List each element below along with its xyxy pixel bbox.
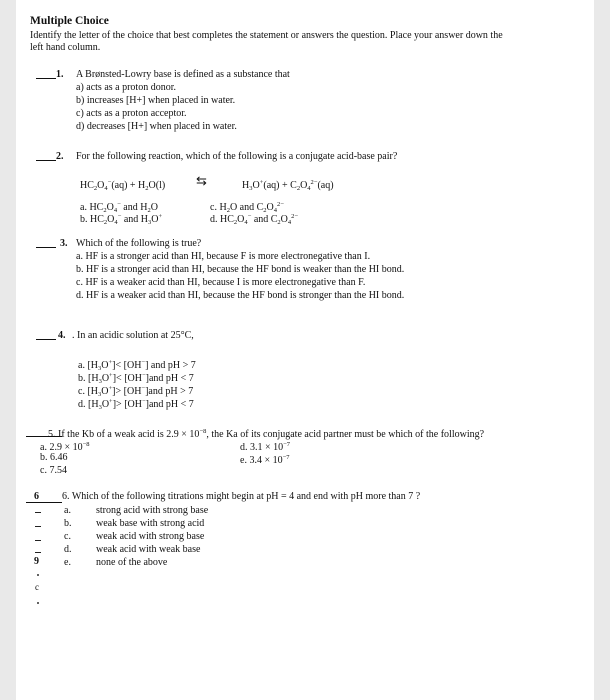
question-5-option-b: b. 6.46 <box>40 452 68 463</box>
answer-blank-3[interactable] <box>36 247 56 248</box>
question-6-letter-a: a. <box>64 505 71 516</box>
question-6-option-a: strong acid with strong base <box>96 505 209 516</box>
question-6-option-e: none of the above <box>96 557 168 568</box>
instructions-line-2: left hand column. <box>30 42 101 53</box>
reaction-products: $H_3O^+(aq) + C_2O_4^{2-}(aq)$ <box>242 179 334 192</box>
question-1-stem: A Brønsted-Lowry base is defined as a substance that <box>76 69 290 80</box>
question-6-stem: 6. Which of the following titrations might begin at pH = 4 and end with pH more than 7 ? <box>62 491 421 502</box>
question-4-option-d: d. $[H_3O^+]> [OH^-]and$ pH < 7 <box>78 398 194 411</box>
margin-dash <box>35 552 41 553</box>
question-2-option-b: b. $HC_2O_4^-$ and $H_3O^+$ <box>80 213 163 226</box>
question-4-option-b: b. $[H_3O^+]< [OH^-]and$ pH < 7 <box>78 372 194 385</box>
section-title: Multiple Choice <box>30 15 109 27</box>
margin-dash <box>35 512 41 513</box>
question-6-option-b: weak base with strong acid <box>96 518 205 529</box>
answer-blank-6[interactable] <box>26 502 62 503</box>
question-1-option-b: b) increases [H+] when placed in water. <box>76 95 236 106</box>
margin-dot <box>37 602 39 604</box>
question-2-option-d: d. $HC_2O_4^-$ and $C_2O_4^{2-}$ <box>210 213 299 226</box>
answer-blank-1[interactable] <box>36 78 56 79</box>
margin-dash <box>35 540 41 541</box>
question-4-stem: . In an acidic solution at 25°C, <box>72 330 194 341</box>
question-6-letter-e: e. <box>64 557 71 568</box>
question-4-option-c: c. $[H_3O^+]> [OH^-]and$ pH > 7 <box>78 385 194 398</box>
worksheet-page <box>16 0 594 700</box>
question-6-letter-b: b. <box>64 518 72 529</box>
question-3-option-b: b. HF is a stronger acid than HI, because the HF bond is weaker than the HI bond. <box>76 264 405 275</box>
margin-dash <box>35 526 41 527</box>
question-1-option-a: a) acts as a proton donor. <box>76 82 176 93</box>
question-5-option-d: d. $3.1 \times 10^{-7}$ <box>240 441 291 453</box>
question-3-stem: Which of the following is true? <box>76 238 202 249</box>
question-3-option-a: a. HF is a stronger acid than HI, because F is more electronegative than I. <box>76 251 371 262</box>
margin-mark-nine: 9 <box>34 556 39 567</box>
question-6-letter-c: c. <box>64 531 71 542</box>
question-4-option-a: a. $[H_3O^+]< [OH^-]$ and pH > 7 <box>78 359 196 372</box>
question-4-number: 4. <box>58 330 66 341</box>
reaction-reactants: $HC_2O_4^-(aq) + H_2O(l)$ <box>80 179 166 192</box>
answer-blank-2[interactable] <box>36 160 56 161</box>
question-2-number: 2. <box>56 151 64 162</box>
question-2-option-a: a. $HC_2O_4^-$ and $H_2O$ <box>80 201 158 214</box>
question-3-number: 3. <box>60 238 68 249</box>
margin-dot <box>37 574 39 576</box>
question-1-number: 1. <box>56 69 64 80</box>
question-2-stem: For the following reaction, which of the following is a conjugate acid-base pair? <box>76 151 398 162</box>
question-6-answer: 6 <box>34 491 39 502</box>
question-3-option-d: d. HF is a weaker acid than HI, because the HF bond is stronger than the HI bond. <box>76 290 405 301</box>
question-3-option-c: c. HF is a weaker acid than HI, because I is more electronegative than F. <box>76 277 366 288</box>
question-6-option-d: weak acid with weak base <box>96 544 201 555</box>
answer-blank-4[interactable] <box>36 339 56 340</box>
question-2-option-c: c. $H_2O$ and $C_2O_4^{2-}$ <box>210 201 284 214</box>
question-5-option-c: c. 7.54 <box>40 465 67 476</box>
question-5-stem: 5. If the Kb of a weak acid is $2.9 \times 10^{-8}$, the Ka of its conjugate acid partner must be which of the following? <box>48 428 485 440</box>
question-5-option-a: a. $2.9 \times 10^{-8}$ <box>40 441 90 453</box>
question-1-option-d: d) decreases [H+] when placed in water. <box>76 121 237 132</box>
question-6-option-c: weak acid with strong base <box>96 531 205 542</box>
question-6-letter-d: d. <box>64 544 72 555</box>
instructions-line-1: Identify the letter of the choice that best completes the statement or answers the question. Place your answer down the <box>30 30 503 41</box>
question-1-option-c: c) acts as a proton acceptor. <box>76 108 187 119</box>
margin-mark-c: c <box>35 582 39 592</box>
equilibrium-arrow-icon: ⇆ <box>196 173 207 188</box>
question-5-option-e: e. $3.4 \times 10^{-7}$ <box>240 454 290 466</box>
